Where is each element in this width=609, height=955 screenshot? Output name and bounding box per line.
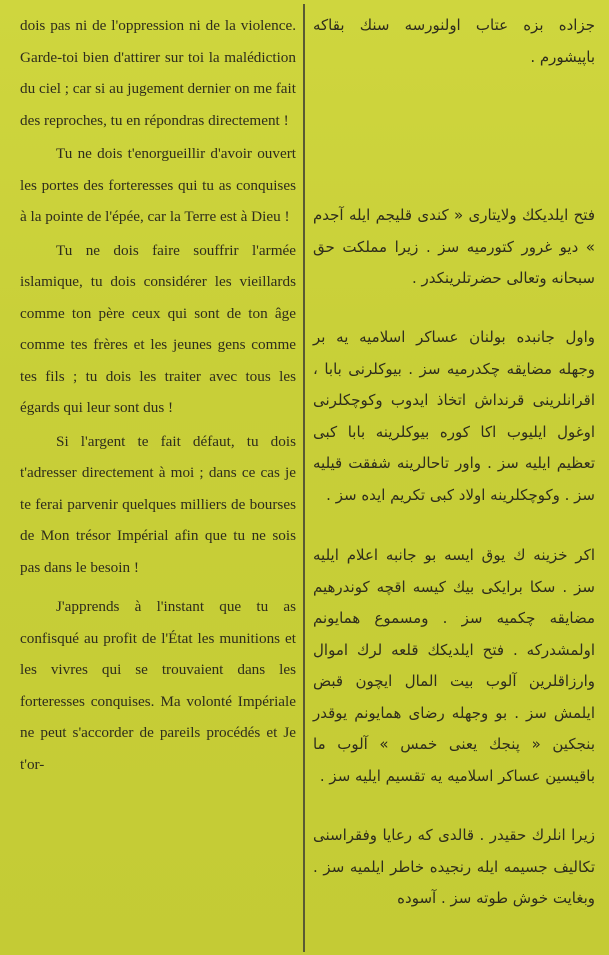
french-paragraph-4: Si l'argent te fait défaut, tu dois t'adresser directement à moi ; dans ce cas je te ferai parvenir quelques milliers de bourses de Mon trésor Impérial afin que tu ne sois pas dans le besoin ! [20,432,296,576]
french-paragraph-3: Tu ne dois faire souffrir l'armée islamique, tu dois considérer les vieillards comme ton père ceux qui sont de ton âge comme tes frères et les jeunes gens comme tes fils ; tu dois les traiter avec tous les égards qui leur sont dus ! [20,241,296,416]
french-paragraph-1: dois pas ni de l'oppression ni de la violence. Garde-toi bien d'attirer sur toi la malédiction du ciel ; car si au jugement dernier on me fait des reproches, tu en répondras directement ! [20,17,296,129]
turkish-paragraph-2: فتح ایلدیكك ولایتاری « كندی قلیجم ایله آجدم » دیو غرور كتورمیه سز . زیرا مملكت حق سبحانه وتعالی حضرتلرینكدر . [313,206,595,287]
column-divider [303,4,305,952]
turkish-paragraph-3: واول جانبده بولنان عساكر اسلامیه یه بر وجهله مضایقه چكدرمیه سز . بیوكلرنی بابا ، اقرانلرینی قرنداش اتخاذ ایدوب وكوچكلرنی اوغول ایلیوب اكا كوره بیوكلرینه بابا كبی تعظیم ایلیه سز . واور تاحالرینه شفقت قیلیه سز . وكوچكلرینه اولاد كبی تكریم ایده سز . [313,328,595,504]
french-paragraph-2: Tu ne dois t'enorgueillir d'avoir ouvert les portes des forteresses qui tu as conquises à la pointe de l'épée, car la Terre est à Dieu ! [20,145,296,225]
turkish-paragraph-1: جزاده بزه عتاب اولنورسه سنك بقاكه باپیشورم . [313,16,595,66]
french-paragraph-5: J'apprends à l'instant que tu as confisqué au profit de l'État les munitions et les vivres qui se trouvaient dans les forteresses conquises. Ma volonté Impériale ne peut s'accorder de pareils procédés et Je t'or- [20,598,296,773]
turkish-paragraph-5: زیرا انلرك حقیدر . قالدی كه رعایا وفقراسنی تكالیف جسیمه ایله رنجیده خاطر ایلمیه سز . وبغایت خوش طوته سز . آسوده [313,826,595,907]
turkish-paragraph-4: اكر خزینه ك یوق ایسه بو جانبه اعلام ایلیه سز . سكا برایكی بیك كیسه اقچه كوندرهیم مضایقه چكمیه سز . ومسموع همایونم اولمشدركه . فتح ایلدیكك قلعه لرك اموال وارزاقلرین آلوب بیت المال ایچون قبض ایلمش سز . بو وجهله رضای همایونم یوقدر بنجكین « پنجك یعنی خمس » آلوب ما باقیسین عساكر اسلامیه یه تقسیم ایلیه سز . [313,546,595,785]
french-column [20,10,296,780]
